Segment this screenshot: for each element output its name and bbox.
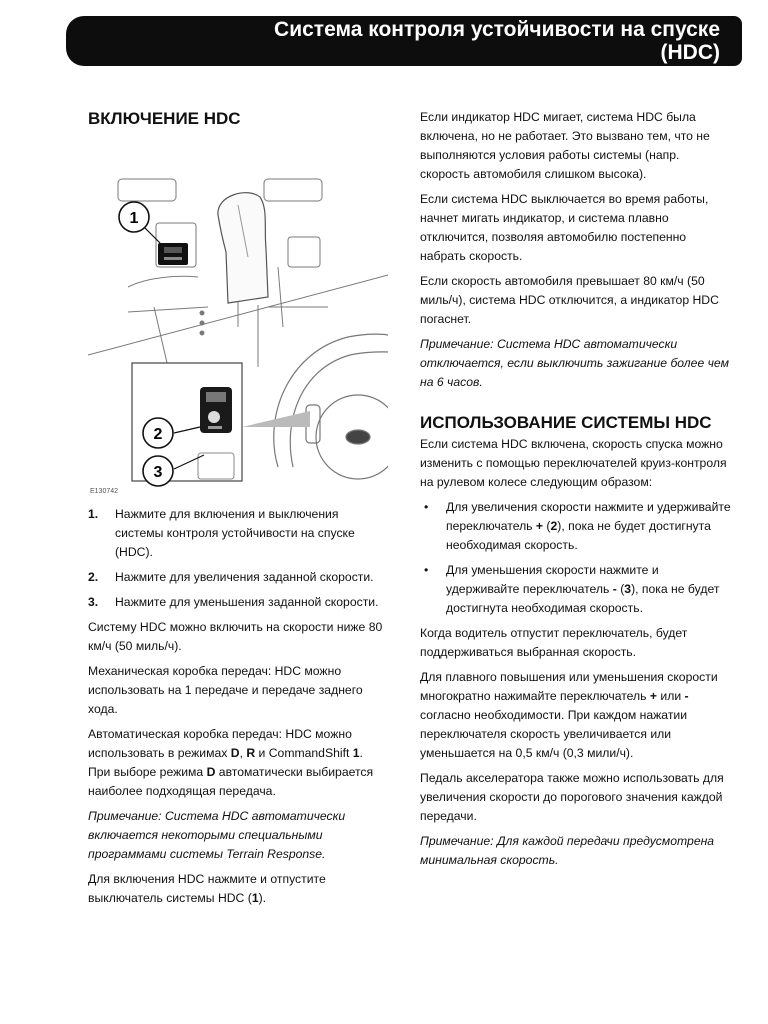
callout-1 (119, 202, 160, 243)
section-heading-usage: ИСПОЛЬЗОВАНИЕ СИСТЕМЫ HDC (420, 413, 712, 432)
list-item: • Для увеличения скорости нажмите и удерживайте переключатель + (2), пока не будет достигнута необходимая скорость. (420, 498, 732, 555)
paragraph-indicator-flash: Если индикатор HDC мигает, система HDC была включена, но не работает. Это вызвано тем, что не выполняются условия работы системы (напр. скорость автомобиля слишком высока). (420, 110, 710, 181)
note-terrain-response: Примечание: Система HDC автоматически включается некоторыми специальными программами системы Terrain Response. (88, 809, 346, 861)
right-column (420, 108, 732, 876)
page-title-line2: (HDC) (660, 41, 720, 64)
hdc-controls-illustration (88, 137, 388, 497)
svg-text:1: 1 (129, 210, 139, 227)
figure-code: E130742 (90, 488, 119, 495)
note-ignition-off: Примечание: Система HDC автоматически отключается, если выключить зажигание более чем на 6 часов. (420, 337, 729, 389)
list-item: 2. Нажмите для увеличения заданной скорости. (88, 570, 374, 584)
paragraph-enable-instruction: Для включения HDC нажмите и отпустите выключатель системы HDC (1). (88, 872, 326, 905)
paragraph-auto-gearbox: Автоматическая коробка передач: HDC можно использовать в режимах D, R и CommandShift 1. При выборе режима D автоматически выбирается наиболее подходящая передача. (88, 727, 374, 798)
list-item: • Для уменьшения скорости нажмите и удерживайте переключатель - (3), пока не будет достигнута необходимая скорость. (420, 561, 732, 618)
paragraph-speed-change: Если система HDC включена, скорость спуска можно изменить с помощью переключателей круиз-контроля на рулевом колесе следующим образом: (420, 437, 727, 489)
paragraph-speed-limit: Систему HDC можно включить на скорости ниже 80 км/ч (50 миль/ч). (88, 620, 383, 653)
paragraph-accelerator: Педаль акселератора также можно использовать для увеличения скорости до порогового значения каждой передачи. (420, 771, 724, 823)
paragraph-release-switch: Когда водитель отпустит переключатель, будет поддерживаться выбранная скорость. (420, 626, 688, 659)
list-item: 3. Нажмите для уменьшения заданной скорости. (88, 595, 379, 609)
section-heading-enable: ВКЛЮЧЕНИЕ HDC (88, 109, 241, 128)
paragraph-overspeed: Если скорость автомобиля превышает 80 км/ч (50 миль/ч), система HDC отключится, а индикатор HDC погаснет. (420, 274, 719, 326)
page-title-line1: Система контроля устойчивости на спуске (274, 18, 720, 41)
steps-list (88, 505, 388, 612)
paragraph-system-off-flash: Если система HDC выключается во время работы, начнет мигать индикатор, и система плавно отключится, позволяя автомобилю постепенно набрать скорость. (420, 192, 709, 263)
hdc-switch-icon (158, 243, 188, 265)
svg-text:2: 2 (153, 426, 163, 443)
note-min-speed: Примечание: Для каждой передачи предусмотрена минимальная скорость. (420, 834, 715, 867)
list-item: 1. Нажмите для включения и выключения системы контроля устойчивости на спуске (HDC). (88, 507, 355, 559)
svg-text:3: 3 (153, 464, 163, 481)
paragraph-manual-gearbox: Механическая коробка передач: HDC можно использовать на 1 передаче и передаче заднего хода. (88, 664, 363, 716)
gear-selector-icon (218, 193, 268, 303)
steering-wheel-icon (274, 334, 388, 479)
left-column (88, 108, 388, 914)
bullet-list (420, 498, 732, 618)
page-header (66, 16, 742, 66)
paragraph-smooth-change: Для плавного повышения или уменьшения скорости многократно нажимайте переключатель + или - согласно необходимости. При каждом нажатии переключателя скорость увеличивается или уменьшается на 0,5 км/ч (0,3 мили/ч). (420, 670, 718, 760)
